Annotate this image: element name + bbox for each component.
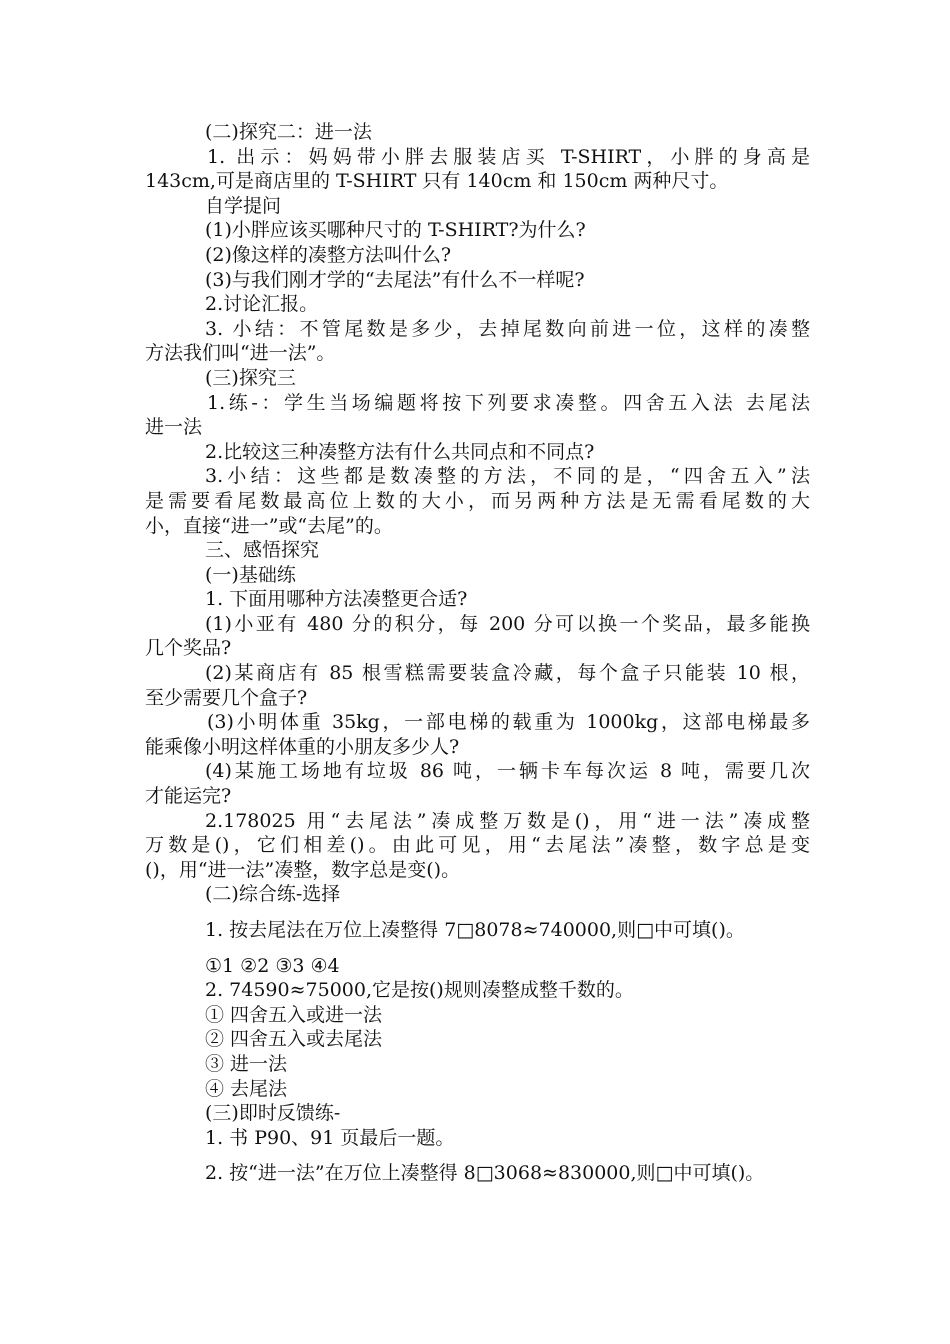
question-item: 2. 74590≈75000,它是按()规则凑整成整千数的。 xyxy=(205,979,634,1002)
blank-line xyxy=(145,907,810,918)
paragraph-line: 3.小结：这些都是数凑整的方法，不同的是，“四舍五入”法 xyxy=(205,465,810,488)
question-item: 1. 书 P90、91 页最后一题。 xyxy=(205,1126,455,1149)
paragraph-line: 是需要看尾数最高位上数的大小，而另两种方法是无需看尾数的大 xyxy=(145,489,810,512)
section-heading: (二)探究二：进一法 xyxy=(205,121,372,143)
section-heading: (二)综合练-选择 xyxy=(205,883,341,906)
option-item: ③ 进一法 xyxy=(205,1052,288,1075)
question-item: (3)与我们刚才学的“去尾法”有什么不一样呢? xyxy=(205,268,585,291)
option-item: ① 四舍五入或进一法 xyxy=(205,1003,383,1026)
question-item: (3)小明体重 35kg，一部电梯的载重为 1000kg，这部电梯最多 xyxy=(207,711,810,734)
paragraph-line: 1.练-：学生当场编题将按下列要求凑整。四舍五入法 去尾法 xyxy=(207,391,810,414)
option-item: ④ 去尾法 xyxy=(205,1077,288,1100)
paragraph-line: 3. 小结：不管尾数是多少，去掉尾数向前进一位，这样的凑整 xyxy=(205,317,810,340)
blank-line xyxy=(145,943,810,954)
option-item: ② 四舍五入或去尾法 xyxy=(205,1028,383,1051)
section-heading: (三)探究三 xyxy=(205,366,296,389)
paragraph-line: 2.讨论汇报。 xyxy=(205,293,319,316)
question-item: (4)某施工场地有垃圾 86 吨，一辆卡车每次运 8 吨，需要几次 xyxy=(205,760,810,783)
paragraph-line: 1. 下面用哪种方法凑整更合适? xyxy=(205,588,468,611)
paragraph-line: 小，直接“进一”或“去尾”的。 xyxy=(145,514,393,537)
question-item: 2. 按“进一法”在万位上凑整得 8□3068≈830000,则□中可填()。 xyxy=(205,1162,765,1185)
paragraph-line: 进一法 xyxy=(145,416,203,439)
question-item: (2)某商店有 85 根雪糕需要装盒冷藏，每个盒子只能装 10 根， xyxy=(205,662,810,685)
section-heading: 三、感悟探究 xyxy=(205,539,320,562)
paragraph-line: ()，用“进一法”凑整，数字总是变()。 xyxy=(145,858,461,881)
paragraph-line: 才能运完? xyxy=(145,785,232,808)
paragraph-line: 能乘像小明这样体重的小朋友多少人? xyxy=(145,735,460,758)
paragraph-line: 自学提问 xyxy=(205,194,282,217)
question-item: (1)小亚有 480 分的积分，每 200 分可以换一个奖品，最多能换 xyxy=(205,612,810,635)
paragraph-line: 方法我们叫“进一法”。 xyxy=(145,342,336,365)
section-heading: (三)即时反馈练- xyxy=(205,1102,341,1125)
blank-line xyxy=(145,1150,810,1161)
paragraph-line: 至少需要几个盒子? xyxy=(145,686,308,709)
paragraph-line: 2.178025 用“去尾法”凑成整万数是()，用“进一法”凑成整 xyxy=(205,809,810,832)
paragraph-line: 几个奖品? xyxy=(145,637,232,660)
question-item: (2)像这样的凑整方法叫什么? xyxy=(205,243,452,266)
paragraph-line: 1. 出示：妈妈带小胖去服装店买 T-SHIRT，小胖的身高是 xyxy=(207,145,810,168)
option-list: ①1 ②2 ③3 ④4 xyxy=(205,954,340,977)
question-item: (1)小胖应该买哪种尺寸的 T-SHIRT?为什么? xyxy=(205,219,586,242)
section-heading: (一)基础练 xyxy=(205,563,296,586)
question-item: 1. 按去尾法在万位上凑整得 7□8078≈740000,则□中可填()。 xyxy=(205,919,745,941)
paragraph-line: 2.比较这三种凑整方法有什么共同点和不同点? xyxy=(205,440,595,463)
paragraph-line: 143cm,可是商店里的 T-SHIRT 只有 140cm 和 150cm 两种尺寸。 xyxy=(145,170,729,193)
paragraph-line: 万数是()，它们相差()。由此可见，用“去尾法”凑整，数字总是变 xyxy=(145,834,810,857)
document-body xyxy=(145,120,810,1186)
